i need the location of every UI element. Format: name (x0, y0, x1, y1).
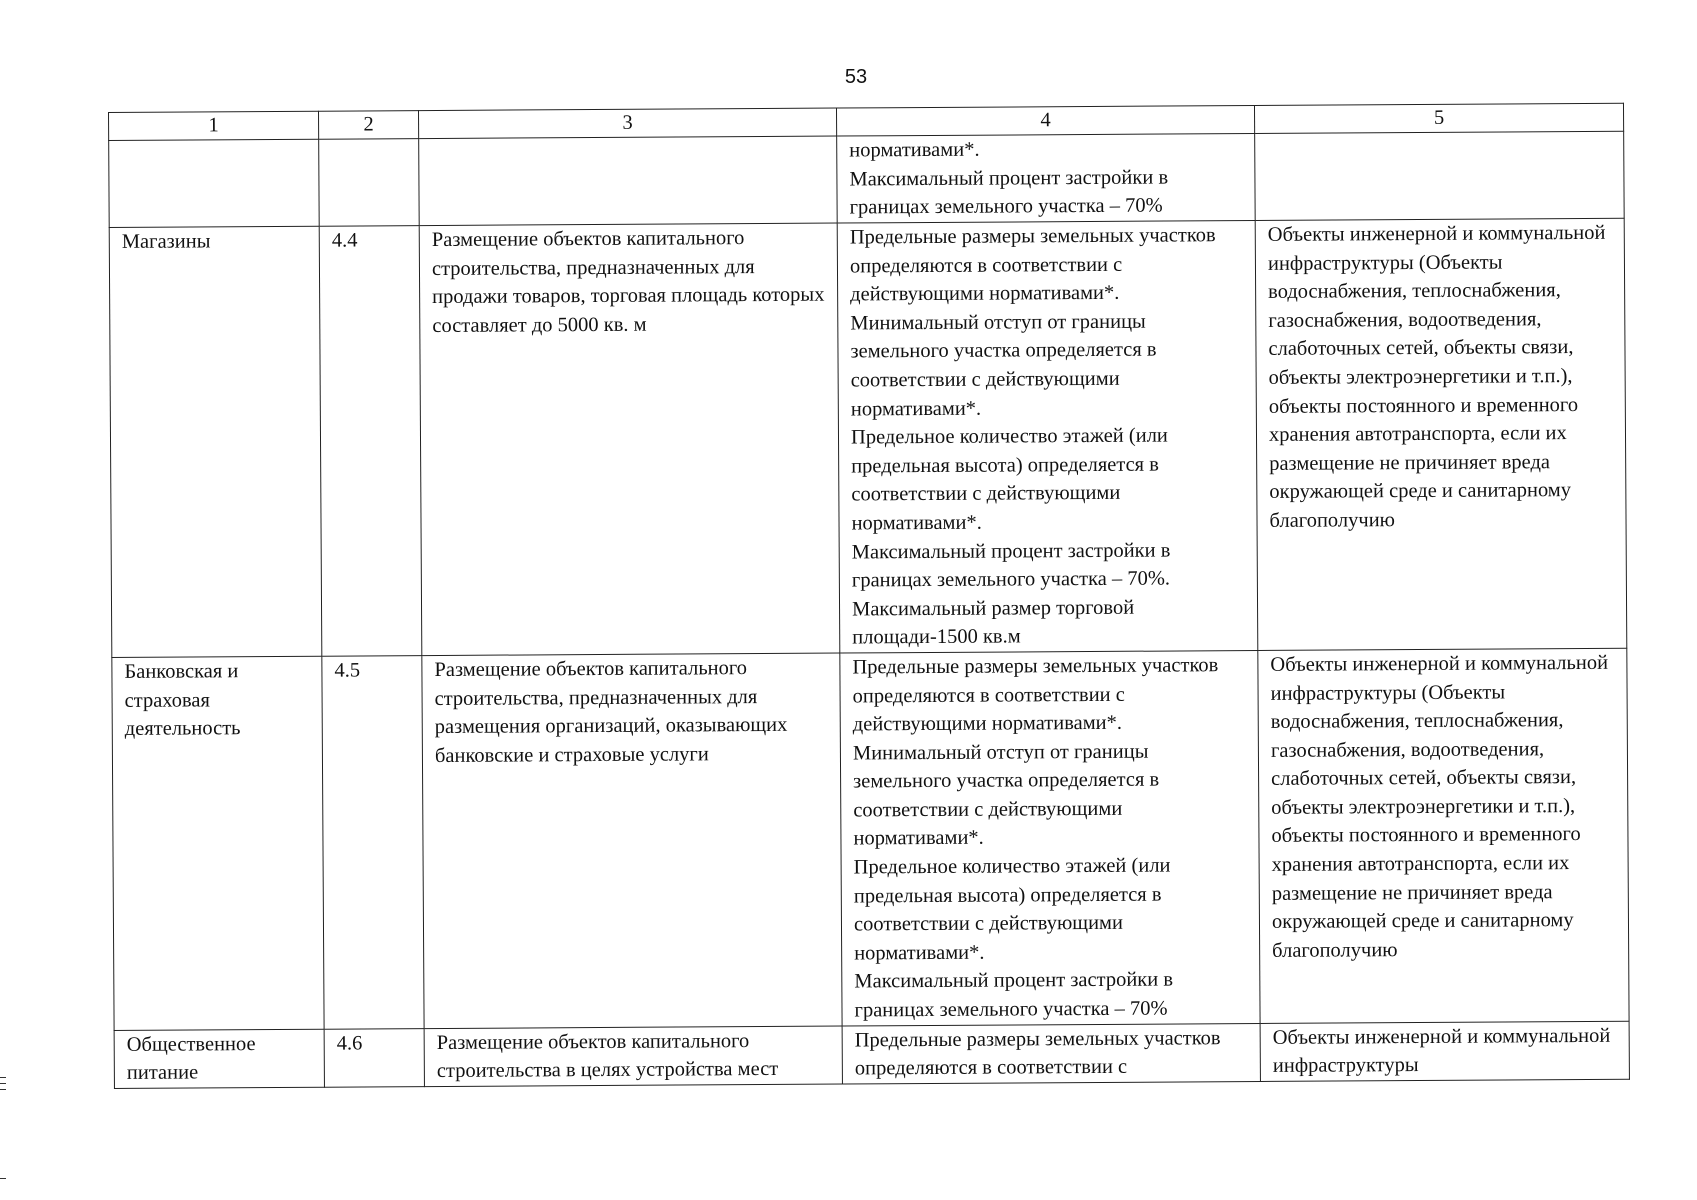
cell-auxiliary-uses: Объекты инженерной и коммунальной инфраструктуры (Объекты водоснабжения, теплоснабжения, газоснабжения, водоотведения, слаботочных сетей, объекты связи, объекты электроэнергетики и т.п.), объекты постоянного и временного хранения автотранспорта, если их размещение не причиняет вреда окружающей среде и санитарному благополучию (1255, 218, 1627, 650)
cell-parameters: Предельные размеры земельных участков определяются в соответствии с действующими нормативами*. Минимальный отступ от границы земельного участка определяется в соответствии с действующими нормативами*. Предельное количество этажей (или предельная высота) определяется в соответствии с действующими нормативами*. Максимальный процент застройки в границах земельного участка – 70%. Максимальный размер торговой площади-1500 кв.м (837, 220, 1258, 652)
header-col-4: 4 (836, 105, 1254, 136)
cell-use-code: 4.4 (319, 226, 422, 657)
header-col-2: 2 (318, 111, 418, 140)
cell-use-name: Магазины (109, 226, 322, 657)
cell-auxiliary-uses (1255, 131, 1625, 220)
cell-use-description: Размещение объектов капитального строительства в целях устройства мест (424, 1026, 842, 1087)
scan-edge-mark (0, 1178, 6, 1179)
cell-auxiliary-uses: Объекты инженерной и коммунальной инфраструктуры (Объекты водоснабжения, теплоснабжения, газоснабжения, водоотведения, слаботочных сетей, объекты связи, объекты электроэнергетики и т.п.), объекты постоянного и временного хранения автотранспорта, если их размещение не причиняет вреда окружающей среде и санитарному благополучию (1258, 648, 1629, 1023)
page-number: 53 (844, 66, 868, 88)
cell-use-name: Общественное питание (114, 1029, 324, 1088)
cell-use-code (319, 139, 420, 227)
table-row-banking (112, 648, 1629, 1030)
cell-parameters: Предельные размеры земельных участков определяются в соответствии с (842, 1023, 1260, 1084)
cell-parameters: нормативами*. Максимальный процент застройки в границах земельного участка – 70% (837, 133, 1256, 223)
header-col-5: 5 (1254, 103, 1623, 133)
cell-use-code: 4.5 (322, 655, 424, 1028)
scan-edge-mark (0, 1089, 6, 1090)
header-col-3: 3 (418, 108, 836, 139)
table-row-shops (109, 218, 1627, 657)
cell-parameters: Предельные размеры земельных участков определяются в соответствии с действующими нормативами*. Минимальный отступ от границы земельного участка определяется в соответствии с действующими нормативами*. Предельное количество этажей (или предельная высота) определяется в соответствии с действующими нормативами*. Максимальный процент застройки в границах земельного участка – 70% (840, 650, 1260, 1025)
cell-use-description (419, 136, 838, 226)
header-col-1: 1 (109, 111, 319, 140)
scan-edge-mark (0, 1083, 6, 1084)
cell-auxiliary-uses: Объекты инженерной и коммунальной инфраструктуры (1260, 1021, 1629, 1081)
land-use-table (108, 103, 1630, 1089)
cell-use-description: Размещение объектов капитального строительства, предназначенных для продажи товаров, торговая площадь которых составляет до 5000 кв. м (419, 223, 840, 655)
cell-use-name (109, 139, 320, 227)
table-row-catering (114, 1021, 1629, 1088)
cell-use-code: 4.6 (324, 1028, 424, 1087)
scan-edge-mark (0, 1077, 6, 1078)
cell-use-description: Размещение объектов капитального строительства, предназначенных для размещения организаций, оказывающих банковские и страховые услуги (422, 653, 842, 1028)
table-row-continuation (109, 131, 1625, 227)
cell-use-name: Банковская и страховая деятельность (112, 656, 324, 1030)
